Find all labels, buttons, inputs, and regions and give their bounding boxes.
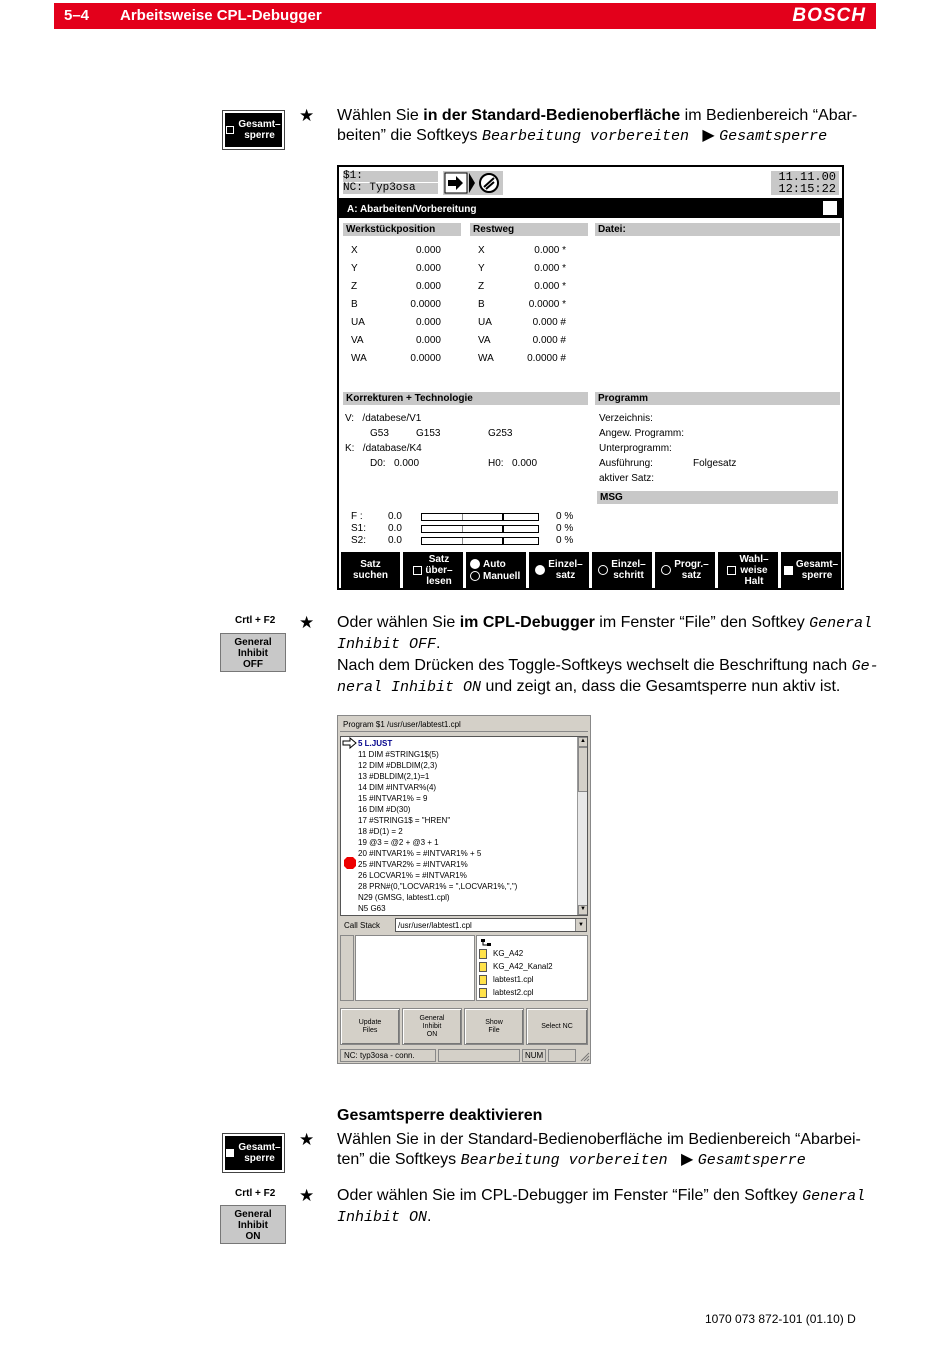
- shortcut-label: Crtl + F2: [235, 615, 276, 626]
- text: Nach dem Drücken des Toggle-Softkeys wechselt die Beschriftung nach: [337, 657, 852, 674]
- override-bar: [421, 537, 539, 545]
- status-bar-empty: [548, 1049, 576, 1062]
- softkey-label: Satz suchen: [352, 559, 388, 581]
- text: und zeigt an, dass die Gesamtsperre nun aktiv ist.: [481, 678, 841, 695]
- softkey-einzelsatz[interactable]: [529, 552, 589, 588]
- status-icons: [443, 171, 503, 195]
- mode-title: A: Abarbeiten/Vorbereitung: [347, 204, 477, 215]
- axis-row: [478, 353, 566, 371]
- scroll-up-icon[interactable]: ▲: [578, 737, 588, 747]
- axis-name: X: [478, 245, 485, 256]
- text: Wählen Sie in der Standard-Bedienoberfläche im Bedienbereich “Abarbei-: [337, 1131, 861, 1148]
- update-files-button[interactable]: Update Files: [340, 1008, 400, 1045]
- axis-value: 0.000 *: [534, 245, 566, 256]
- softkey-einzelschritt[interactable]: [592, 552, 652, 588]
- checkbox-icon: [727, 566, 736, 575]
- feed-value: 0.0: [388, 511, 402, 522]
- tree-item[interactable]: [479, 961, 584, 974]
- axis-row: [478, 335, 566, 353]
- axis-value: 0.0000 #: [527, 353, 566, 364]
- code-line: 5 L.JUST: [358, 739, 393, 748]
- softkey-name: Gesamtsperre: [697, 1152, 806, 1169]
- breakpoint-icon: [344, 857, 356, 869]
- code-line: 20 #INTVAR1% = #INTVAR1% + 5: [358, 849, 482, 858]
- axis-value: 0.000: [415, 263, 441, 274]
- softkey-label: Satz über– lesen: [425, 553, 453, 587]
- code-line: 11 DIM #STRING1$(5): [358, 750, 439, 759]
- code-line: 16 DIM #D(30): [358, 805, 411, 814]
- file-icon: [479, 962, 487, 972]
- axis-value: 0.0000: [410, 353, 441, 364]
- code-line: N29 (GMSG, labtest1.cpl): [358, 893, 450, 902]
- axis-value: 0.000 #: [532, 317, 566, 328]
- tree-item[interactable]: [479, 974, 584, 987]
- text-bold: in der Standard-Bedienoberfläche: [423, 107, 681, 124]
- bar-tick: [462, 514, 463, 520]
- unterprogramm: Unterprogramm:: [599, 443, 672, 454]
- axis-row: [351, 245, 441, 263]
- k-path: /database/K4: [362, 443, 422, 454]
- key-label: Gesamt– sperre: [238, 1142, 281, 1164]
- feed-row: [351, 523, 581, 535]
- callstack-gutter: [340, 935, 354, 1001]
- softkey-label: Einzel– satz: [548, 559, 583, 581]
- nc-label: NC: Typ3osa: [343, 183, 438, 194]
- softkey-name: Inhibit OFF: [337, 636, 437, 653]
- softkey-label: Progr.– satz: [674, 559, 709, 581]
- paragraph-3: [337, 656, 881, 698]
- file-icon: [479, 988, 487, 998]
- status-bar-empty: [438, 1049, 520, 1062]
- radio-icon: [470, 571, 480, 581]
- softkey-label: Einzel– schritt: [611, 559, 646, 581]
- axis-name: VA: [351, 335, 364, 346]
- axis-name: UA: [478, 317, 492, 328]
- axis-name: X: [351, 245, 358, 256]
- softkey-satz-ueberlesen[interactable]: [403, 552, 463, 588]
- bar-marker: [502, 513, 504, 521]
- softkey-gesamtsperre[interactable]: [781, 552, 841, 588]
- axis-row: [478, 281, 566, 299]
- file-icon: [479, 975, 487, 985]
- h0-label: H0:: [488, 458, 504, 469]
- softkey-label: Gesamt– sperre: [795, 559, 839, 581]
- checkbox-icon: [413, 566, 422, 575]
- d0-label: D0:: [370, 458, 386, 469]
- axis-name: WA: [351, 353, 367, 364]
- axis-name: UA: [351, 317, 365, 328]
- g53: G53: [370, 428, 389, 439]
- time: 12:15:22: [778, 182, 836, 196]
- date: 11.11.00: [778, 170, 836, 184]
- control-screen: [337, 165, 844, 590]
- resize-grip-icon[interactable]: [578, 1050, 590, 1062]
- code-line: 12 DIM #DBLDIM(2,3): [358, 761, 438, 770]
- axis-name: B: [478, 299, 485, 310]
- d0-value: 0.000: [394, 458, 420, 469]
- feed-percent: 0 %: [556, 511, 574, 522]
- v-label: V:: [345, 413, 355, 424]
- programm-panel: [599, 411, 839, 486]
- korrekturen-panel: [345, 411, 585, 471]
- softkey-label: Wahl– weise Halt: [739, 553, 769, 587]
- checkbox-filled-icon: [784, 566, 793, 575]
- bar-marker: [502, 525, 504, 533]
- text: ten” die Softkeys: [337, 1151, 461, 1168]
- axis-name: Z: [478, 281, 485, 292]
- code-line: N5 G63: [358, 904, 386, 913]
- axis-value: 0.000 *: [534, 281, 566, 292]
- axis-value: 0.0000 *: [528, 299, 566, 310]
- softkey-auto-manuell[interactable]: [466, 552, 526, 588]
- feed-row: [351, 511, 581, 523]
- file-icon: [479, 949, 487, 959]
- folgesatz: Folgesatz: [693, 458, 737, 469]
- axis-row: [351, 281, 441, 299]
- restweg-list: [478, 245, 566, 371]
- override-bar: [421, 513, 539, 521]
- axis-name: Y: [478, 263, 485, 274]
- dropdown-arrow-icon[interactable]: ▼: [575, 919, 586, 931]
- page-header: [54, 3, 876, 29]
- softkey-name: Inhibit ON: [337, 1209, 428, 1226]
- file-select[interactable]: [395, 918, 587, 932]
- scrollbar[interactable]: [577, 737, 588, 915]
- axis-value: 0.000: [415, 335, 441, 346]
- v-path: /databese/V1: [362, 413, 422, 424]
- softkey-name: General: [809, 615, 873, 632]
- feed-label: S2:: [351, 535, 367, 546]
- werkstueck-list: [351, 245, 441, 371]
- override-bar: [421, 525, 539, 533]
- feed-percent: 0 %: [556, 523, 574, 534]
- tree-items: [479, 948, 584, 1000]
- gesamtsperre-key-2: [222, 1133, 285, 1173]
- softkey-satz-suchen[interactable]: [341, 552, 400, 588]
- axis-row: [478, 245, 566, 263]
- g253: G253: [488, 428, 513, 439]
- channel-label: $1:: [343, 171, 438, 182]
- code-view[interactable]: [340, 736, 588, 916]
- general-inhibit-on-key: General Inhibit ON: [220, 1205, 286, 1244]
- code-line: 19 @3 = @2 + @3 + 1: [358, 838, 439, 847]
- general-inhibit-off-key: General Inhibit OFF: [220, 633, 286, 672]
- datetime: [771, 171, 839, 195]
- feed-label: F :: [351, 511, 363, 522]
- text: Wählen Sie: [337, 107, 424, 124]
- network-icon: [480, 938, 494, 948]
- code-line: 18 #D(1) = 2: [358, 827, 403, 836]
- axis-row: [351, 317, 441, 335]
- text-bold: im CPL-Debugger: [459, 614, 595, 631]
- axis-value: 0.000 #: [532, 335, 566, 346]
- scroll-thumb[interactable]: [578, 747, 588, 792]
- radio-filled-icon: [535, 565, 545, 575]
- code-line: 13 #DBLDIM(2,1)=1: [358, 772, 430, 781]
- callstack-label: Call Stack: [344, 921, 381, 930]
- text: Oder wählen Sie im CPL-Debugger im Fenster “File” den Softkey: [337, 1187, 803, 1204]
- msg-title: MSG: [597, 491, 838, 504]
- aktiver-satz: aktiver Satz:: [599, 473, 655, 484]
- bosch-logo: BOSCH: [792, 5, 866, 26]
- page-icon: [822, 200, 838, 216]
- radio-icon: [598, 565, 608, 575]
- tree-item[interactable]: [479, 987, 584, 1000]
- angew-programm: Angew. Programm:: [599, 428, 685, 439]
- h0-value: 0.000: [512, 458, 538, 469]
- code-line: 15 #INTVAR1% = 9: [358, 794, 428, 803]
- softkey-name: Gesamtsperre: [719, 128, 828, 145]
- text: im Bedienbereich “Abar-: [680, 107, 858, 124]
- tree-label: labtest1.cpl: [493, 975, 534, 984]
- mode-bar: [339, 198, 842, 218]
- scroll-down-icon[interactable]: ▼: [578, 905, 588, 915]
- softkey-name: neral Inhibit ON: [337, 679, 482, 696]
- callstack-list[interactable]: [355, 935, 475, 1001]
- text: .: [427, 1208, 432, 1225]
- text: im Fenster “File” den Softkey: [594, 614, 810, 631]
- softkey-label: Manuell: [483, 570, 521, 582]
- restweg-title: Restweg: [470, 223, 588, 236]
- gesamtsperre-key-1: [222, 110, 285, 150]
- softkey-label: Auto: [483, 558, 506, 570]
- feed-overrides: [351, 511, 581, 547]
- axis-value: 0.000 *: [534, 263, 566, 274]
- axis-name: Z: [351, 281, 358, 292]
- checkbox-filled-icon: [226, 1149, 234, 1157]
- feed-label: S1:: [351, 523, 367, 534]
- axis-row: [351, 299, 441, 317]
- axis-row: [478, 317, 566, 335]
- footer-doc-number: 1070 073 872-101 (01.10) D: [705, 1312, 856, 1326]
- axis-row: [478, 263, 566, 281]
- tree-item[interactable]: [479, 948, 584, 961]
- axis-value: 0.000: [415, 281, 441, 292]
- current-line-arrow-icon: [342, 737, 358, 749]
- star-icon: ★: [299, 106, 315, 125]
- text: .: [436, 635, 441, 652]
- paragraph-5: [337, 1186, 881, 1228]
- status-bar-nc: NC: typ3osa - conn.: [340, 1049, 436, 1062]
- section-title: Gesamtsperre deaktivieren: [337, 1107, 543, 1124]
- show-file-button[interactable]: Show File: [464, 1008, 524, 1045]
- softkey-name: General: [802, 1188, 866, 1205]
- general-inhibit-on-button[interactable]: General Inhibit ON: [402, 1008, 462, 1045]
- paragraph-4: [337, 1130, 881, 1171]
- tree-label: labtest2.cpl: [493, 988, 534, 997]
- program-title: Program $1 /usr/user/labtest1.cpl: [340, 718, 588, 732]
- axis-name: WA: [478, 353, 494, 364]
- feed-percent: 0 %: [556, 535, 574, 546]
- file-tree[interactable]: [476, 935, 588, 1001]
- axis-row: [478, 299, 566, 317]
- code-line: 26 LOCVAR1% = #INTVAR1%: [358, 871, 467, 880]
- checkbox-icon: [226, 126, 234, 134]
- axis-row: [351, 335, 441, 353]
- ausfuehrung: Ausführung:: [599, 458, 653, 469]
- paragraph-1: [337, 106, 881, 147]
- axis-row: [351, 263, 441, 281]
- status-num: NUM: [522, 1049, 546, 1062]
- text: beiten” die Softkeys: [337, 127, 482, 144]
- k-label: K:: [345, 443, 355, 454]
- g153: G153: [416, 428, 441, 439]
- softkey-name: Bearbeitung vorbereiten: [481, 128, 690, 145]
- programm-title: Programm: [595, 392, 840, 405]
- star-icon: ★: [299, 1130, 315, 1149]
- feed-value: 0.0: [388, 523, 402, 534]
- verzeichnis: Verzeichnis:: [599, 413, 653, 424]
- star-icon: ★: [299, 1186, 315, 1205]
- radio-filled-icon: [470, 559, 480, 569]
- code-line: 28 PRN#(0,"LOCVAR1% = ",LOCVAR1%,","): [358, 882, 518, 891]
- axis-value: 0.000: [415, 317, 441, 328]
- bar-tick: [462, 526, 463, 532]
- softkey-name: Ge-: [851, 658, 879, 675]
- softkey-wahlweise-halt[interactable]: [718, 552, 778, 588]
- file-path: /usr/user/labtest1.cpl: [398, 921, 472, 930]
- axis-name: VA: [478, 335, 491, 346]
- tree-label: KG_A42: [493, 949, 524, 958]
- axis-name: Y: [351, 263, 358, 274]
- debugger-window: [337, 715, 591, 1064]
- tree-label: KG_A42_Kanal2: [493, 962, 553, 971]
- korrekturen-title: Korrekturen + Technologie: [343, 392, 588, 405]
- bar-marker: [502, 537, 504, 545]
- page-number: 5–4: [64, 7, 90, 24]
- star-icon: ★: [299, 613, 315, 632]
- arrow-right-icon: ▶: [702, 127, 715, 144]
- softkey-progr-satz[interactable]: [655, 552, 715, 588]
- shortcut-label: Crtl + F2: [235, 1188, 276, 1199]
- axis-name: B: [351, 299, 358, 310]
- axis-value: 0.000: [415, 245, 441, 256]
- feed-value: 0.0: [388, 535, 402, 546]
- code-line: 14 DIM #INTVAR%(4): [358, 783, 437, 792]
- bar-tick: [462, 538, 463, 544]
- code-line: 25 #INTVAR2% = #INTVAR1%: [358, 860, 468, 869]
- feed-row: [351, 535, 581, 547]
- key-label: Gesamt– sperre: [238, 119, 281, 141]
- datei-title: Datei:: [595, 223, 840, 236]
- axis-row: [351, 353, 441, 371]
- paragraph-2: [337, 613, 881, 655]
- arrow-right-icon: ▶: [681, 1151, 694, 1168]
- code-line: 17 #STRING1$ = "HREN": [358, 816, 451, 825]
- arrow-icon: [443, 171, 503, 195]
- header-title: Arbeitsweise CPL-Debugger: [120, 7, 322, 24]
- text: Oder wählen Sie: [337, 614, 460, 631]
- select-nc-button[interactable]: Select NC: [526, 1008, 588, 1045]
- softkey-name: Bearbeitung vorbereiten: [460, 1152, 668, 1169]
- radio-icon: [661, 565, 671, 575]
- axis-value: 0.0000: [410, 299, 441, 310]
- werkstueck-title: Werkstückposition: [343, 223, 461, 236]
